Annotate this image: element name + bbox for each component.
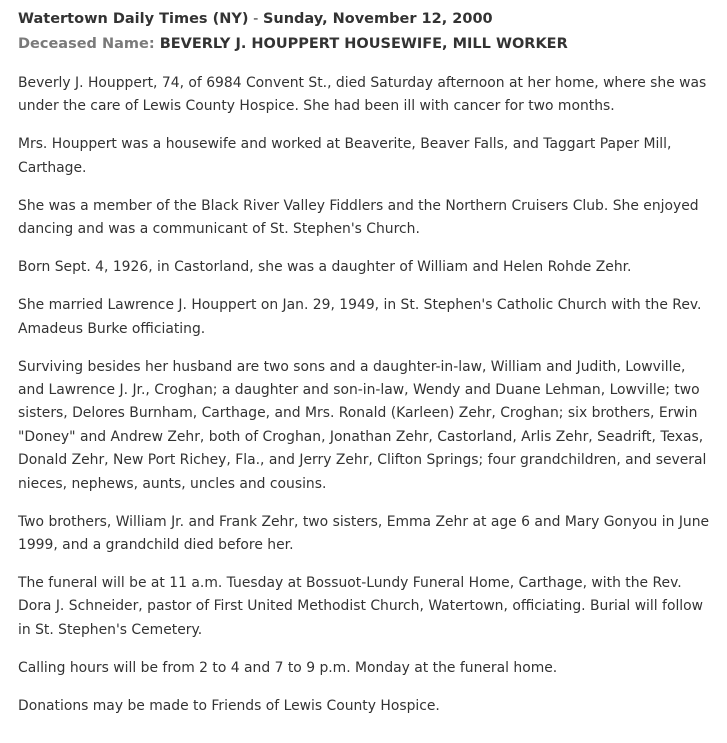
publication-name: Watertown Daily Times (NY)	[18, 11, 249, 27]
paragraph-calling-hours: Calling hours will be from 2 to 4 and 7 to 9 p.m. Monday at the funeral home.	[18, 659, 558, 676]
publication-date: Sunday, November 12, 2000	[262, 11, 493, 27]
paragraph-death-notice: Beverly J. Houppert, 74, of 6984 Convent St., died Saturday afternoon at her home, where she was under the care of Lewis County Hospice. She had been ill with cancer for two months.	[18, 75, 707, 115]
obituary-header	[18, 10, 715, 53]
paragraph-marriage: She married Lawrence J. Houppert on Jan. 29, 1949, in St. Stephen's Catholic Church with the Rev. Amadeus Burke officiating.	[18, 297, 702, 337]
paragraph-memberships: She was a member of the Black River Valley Fiddlers and the Northern Cruisers Club. She enjoyed dancing and was a communicant of St. Stephen's Church.	[18, 197, 699, 238]
source-line	[18, 10, 715, 28]
paragraph-survivors: Surviving besides her husband are two sons and a daughter-in-law, William and Judith, Lowville, and Lawrence J. Jr., Croghan; a daughter and son-in-law, Wendy and Duane Lehman, Lowville; two sisters, Delores Burnham, Carthage, and Mrs. Ronald (Karleen) Zehr, Croghan; six brothers, Erwin "Doney" and Andrew Zehr, both of Croghan, Jonathan Zehr, Castorland, Arlis Zehr, Seadrift, Texas, Donald Zehr, New Port Richey, Fla., and Jerry Zehr, Clifton Springs; four grandchildren, and several nieces, nephews, aunts, uncles and cousins.	[18, 358, 707, 492]
paragraph-occupation: Mrs. Houppert was a housewife and worked at Beaverite, Beaver Falls, and Taggart Paper Mill, Carthage.	[18, 136, 672, 176]
deceased-name: BEVERLY J. HOUPPERT HOUSEWIFE, MILL WORKER	[159, 36, 568, 52]
paragraph-predeceased: Two brothers, William Jr. and Frank Zehr, two sisters, Emma Zehr at age 6 and Mary Gonyou in June 1999, and a grandchild died before her.	[18, 513, 710, 554]
paragraph-donations: Donations may be made to Friends of Lewis County Hospice.	[18, 697, 440, 714]
deceased-label: Deceased Name:	[18, 36, 160, 52]
source-separator: -	[248, 11, 263, 27]
deceased-line	[18, 35, 715, 53]
paragraph-birth: Born Sept. 4, 1926, in Castorland, she was a daughter of William and Helen Rohde Zehr.	[18, 259, 632, 276]
paragraph-funeral: The funeral will be at 11 a.m. Tuesday at Bossuot-Lundy Funeral Home, Carthage, with the Rev. Dora J. Schneider, pastor of First United Methodist Church, Watertown, officiating. Burial will follow in St. Stephen's Cemetery.	[18, 575, 704, 638]
obituary-body	[18, 72, 715, 718]
